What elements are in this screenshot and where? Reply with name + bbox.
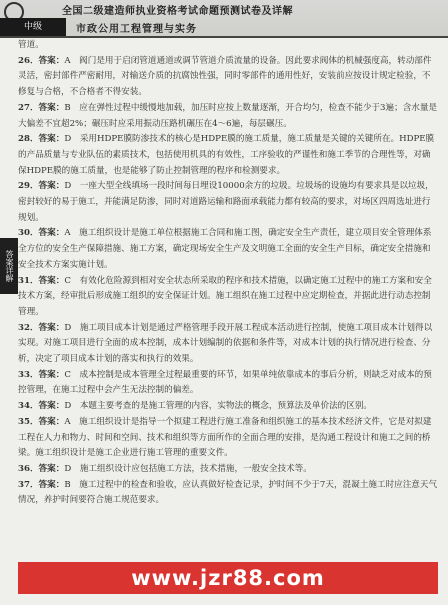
book-title: 全国二级建造师执业资格考试命题预测试卷及详解: [62, 6, 293, 17]
page-header: [0, 0, 448, 37]
answer-paragraph: [18, 462, 438, 478]
answer-paragraph: [18, 38, 438, 54]
answer-paragraph: [18, 415, 438, 462]
answer-text: D 本题主要考查的是施工管理的内容，实物法的概念，预算法及单价法的区别。: [64, 401, 373, 412]
answer-number: 33．答案：: [18, 369, 65, 380]
answer-text: A 施工组织设计是施工单位根据施工合同和施工图，确定安全生产责任，建立项目安全管理体系全方位的安全生产保障措施、施工方案，确定现场安全生产及文明施工全面的安全生产目标，确定安全措施和安全技术方案实施计划。: [18, 228, 432, 270]
answer-number: 30．答案：: [18, 228, 65, 239]
answer-paragraph: [18, 132, 438, 179]
answer-number: 35．答案：: [18, 416, 65, 427]
answer-text: B 应在弹性过程中缓慢地加载，加压时应按上数量逐渐，开合均匀，检查不能少于3遍；含水量是大偏差不宜超2%；碾压时应采用振动压路机碾压在4～6遍，每层碾压。: [18, 102, 438, 129]
website-banner[interactable]: www.jzr88.com: [18, 562, 438, 594]
answer-paragraph: [18, 399, 438, 415]
answer-text: D 施工项目成本计划是通过严格管理手段开展工程成本活动进行控制，使施工项目成本计划得以实现。对施工项目进行全面的成本控制，成本计划编制的依据和条件等，对成本计划的执行情况进行检查、分析，决定了项目成本计划的落实和执行的效果。: [18, 322, 433, 365]
answer-paragraph: [18, 101, 438, 132]
answer-number: 26．答案：: [18, 55, 65, 66]
answer-paragraph: [18, 274, 438, 321]
answer-paragraph: [18, 321, 438, 368]
answer-paragraph: [18, 226, 438, 273]
answer-text: C 有效化危险源到相对安全状态所采取的程序和技术措施，以确定施工过程中的施工方案和安全技术方案，经审批后形成施工组织的安全保证计划。施工组织在施工过程中应定期检查，并据此进行动态控制管理。: [18, 275, 432, 317]
answer-number: 27．答案：: [18, 102, 65, 113]
answer-text: B 施工过程中的检查和验收，应认真做好检查记录，护时间不少于7天，混凝土施工时应注意天气情况，养护时间要符合施工规范要求。: [18, 479, 438, 506]
answer-text: 管道。: [18, 40, 44, 50]
answer-number: 34．答案：: [18, 401, 65, 412]
answer-number: 37．答案：: [18, 479, 65, 490]
answer-paragraph: [18, 179, 438, 226]
answer-number: 36．答案：: [18, 463, 65, 474]
answer-paragraph: [18, 368, 438, 399]
answer-number: 32．答案：: [18, 322, 65, 333]
answer-text: D 施工组织设计应包括施工方法，技术措施，一般安全技术等。: [64, 463, 312, 474]
answer-paragraph: [18, 478, 438, 509]
answer-text: D 一座大型全线填场一段时间每日埋设10000余方的垃圾。垃圾场的设施均有要求具是以垃圾，密封较好的易于施工，并能满足防渗，同时对道路运输和路面承载能力都有较高的要求，对场区四周选址进行规划。: [18, 181, 434, 223]
answer-content: [18, 38, 438, 558]
answer-text: C 成本控制是成本管理全过程最重要的环节，如果单纯依靠成本的事后分析，则缺乏对成本的预控管理，在施工过程中会产生无法控制的偏差。: [18, 369, 432, 396]
side-section-tab: 答案详解: [0, 238, 18, 294]
answer-number: 28．答案：: [18, 134, 65, 145]
book-subtitle: 市政公用工程管理与实务: [76, 24, 197, 35]
answer-paragraph: [18, 54, 438, 101]
answer-text: D 采用HDPE膜防渗技术的核心是HDPE膜的施工质量，施工质量是关键的关键所在。HDPE膜的产品质量与专业队伍的素质技术，包括使用机具的有效性，工序验收的严谨性和施工季节的合理性等，对确保HDPE膜的施工质量，也是能够了防止控制管理的程序和检测要求。: [18, 134, 435, 176]
answer-text: A 阀门是用于启闭管道通道或调节管道介质流量的设备。因此要求阀体的机械强度高，转动部件灵活，密封部件严密耐用，对输送介质的抗腐蚀性强，同时零部件的通用性好，安装前应按设计规定检验，不修复与合格，不合格者不得安装。: [18, 55, 432, 98]
answer-text: A 施工组织设计是指导一个拟建工程进行施工准备和组织施工的基本技术经济文件，它是对拟建工程在人力和物力、时间和空间、技术和组织等方面所作的全面合理的安排，是沟通工程设计和施工之间的桥梁。施工组织设计是施工企业进行施工管理的重要文件。: [18, 416, 432, 459]
level-tab: 中级: [0, 18, 66, 36]
answer-number: 29．答案：: [18, 181, 65, 192]
answer-number: 31．答案：: [18, 275, 65, 286]
